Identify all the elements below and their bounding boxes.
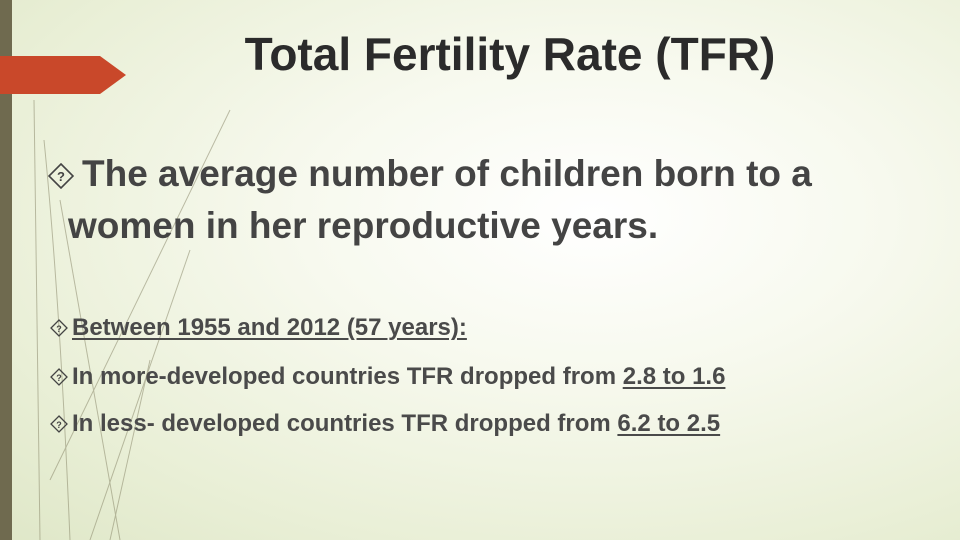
more-developed-tfr-change: 2.8 to 1.6 (622, 363, 726, 390)
main-bullet (48, 148, 953, 252)
sub-bullet-less-developed (50, 409, 720, 439)
svg-text:?: ? (56, 420, 62, 430)
sub-bullet-more-developed (50, 362, 725, 392)
diamond-question-bullet-icon (50, 368, 68, 386)
main-bullet-line2: women in her reproductive years. (68, 205, 659, 246)
less-developed-tfr-change: 6.2 to 2.5 (617, 410, 721, 437)
svg-text:?: ? (57, 169, 65, 184)
main-bullet-line1: The average number of children born to a (82, 153, 812, 194)
sub-bullet-more-developed-text: In more-developed countries TFR dropped from (72, 363, 623, 390)
diamond-question-bullet-icon (50, 319, 68, 337)
title-accent-arrow (0, 56, 126, 94)
slide-title: Total Fertility Rate (TFR) (244, 28, 776, 80)
sub-bullet-period (50, 313, 467, 343)
svg-text:?: ? (56, 324, 62, 334)
diamond-question-bullet-icon (48, 163, 74, 189)
diamond-question-bullet-icon (50, 415, 68, 433)
sub-bullet-less-developed-text: In less- developed countries TFR dropped from (72, 410, 618, 437)
sub-bullet-period-text: Between 1955 and 2012 (57 years): (72, 314, 467, 341)
svg-text:?: ? (56, 373, 62, 383)
